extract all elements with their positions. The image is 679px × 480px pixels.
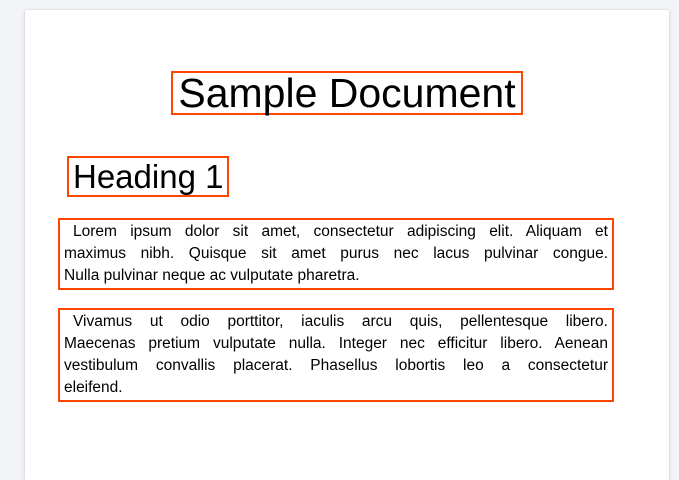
paragraph-line: vestibulum convallis placerat. Phasellus lobortis leo a consectetur [64,357,608,374]
paragraph-line: Nulla pulvinar neque ac vulputate pharetra. [64,267,360,284]
document-page [25,10,669,480]
heading-text: Heading 1 [73,158,224,195]
paragraph-line: eleifend. [64,379,123,396]
paragraph-line: Vivamus ut odio porttitor, iaculis arcu quis, pellentesque libero. [73,313,608,330]
paragraph-annotation-box-2[interactable] [58,308,614,402]
paragraph-line: Maecenas pretium vulputate nulla. Integer nec efficitur libero. Aenean [64,335,608,352]
paragraph-line: Lorem ipsum dolor sit amet, consectetur adipiscing elit. Aliquam et [73,223,608,240]
title-annotation-box[interactable] [171,71,522,115]
document-title: Sample Document [178,70,516,116]
heading-annotation-box[interactable] [67,156,229,197]
title-row [25,71,669,115]
paragraph-line: maximus nibh. Quisque sit amet purus nec lacus pulvinar congue. [64,245,608,262]
heading-row [25,156,669,197]
paragraph-annotation-box-1[interactable] [58,218,614,290]
